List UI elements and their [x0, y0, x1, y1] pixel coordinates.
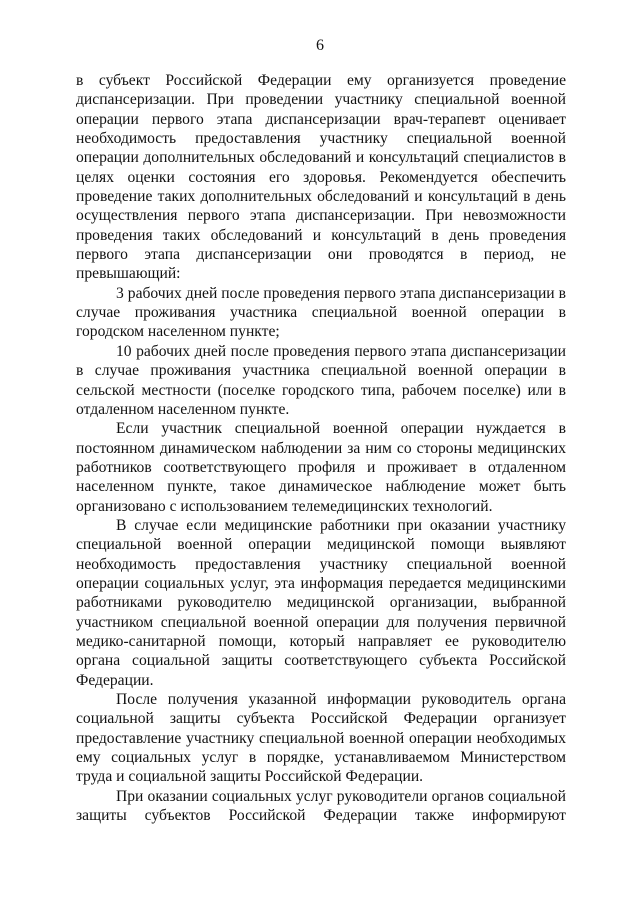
paragraph-rural-period: 10 рабочих дней после проведения первого этапа диспансеризации в случае проживания участника специальной военной операции в сельской местности (поселке городского типа, рабочем поселке) или в отдаленном населенном пункте. [76, 342, 566, 418]
document-body [76, 71, 566, 825]
page-number: 6 [316, 37, 324, 54]
paragraph-continuation: в субъект Российской Федерации ему организуется проведение диспансеризации. При проведении участнику специальной военной операции первого этапа диспансеризации врач-терапевт оценивает необходимость предоставления участнику специальной военной операции дополнительных обследований и консультаций специалистов в целях оценки состояния его здоровья. Рекомендуется обеспечить проведение таких дополнительных обследований и консультаций в день осуществления первого этапа диспансеризации. При невозможности проведения таких обследований и консультаций в день проведения первого этапа диспансеризации они проводятся в период, не превышающий: [76, 72, 566, 283]
paragraph-social-services-need: В случае если медицинские работники при оказании участнику специальной военной операции медицинской помощи выявляют необходимость предоставления участнику специальной военной операции социальных услуг, эта информация передается медицинскими работниками руководителю медицинской организации, выбранной участником специальной военной операции для получения первичной медико-санитарной помощи, который направляет ее руководителю органа социальной защиты соответствующего субъекта Российской Федерации. [76, 516, 566, 689]
paragraph-urban-period: 3 рабочих дней после проведения первого этапа диспансеризации в случае проживания участника специальной военной операции в городском населенном пункте; [76, 284, 566, 341]
paragraph-social-services-provision: После получения указанной информации руководитель органа социальной защиты субъекта Российской Федерации организует предоставление участнику специальной военной операции необходимых ему социальных услуг в порядке, устанавливаемом Министерством труда и социальной защиты Российской Федерации. [76, 691, 566, 786]
paragraph-telemedicine: Если участник специальной военной операции нуждается в постоянном динамическом наблюдении за ним со стороны медицинских работников соответствующего профиля и проживает в отдаленном населенном пункте, такое динамическое наблюдение может быть организовано с использованием телемедицинских технологий. [76, 420, 566, 515]
paragraph-informing: При оказании социальных услуг руководители органов социальной защиты субъектов Российской Федерации также информируют [76, 787, 566, 825]
